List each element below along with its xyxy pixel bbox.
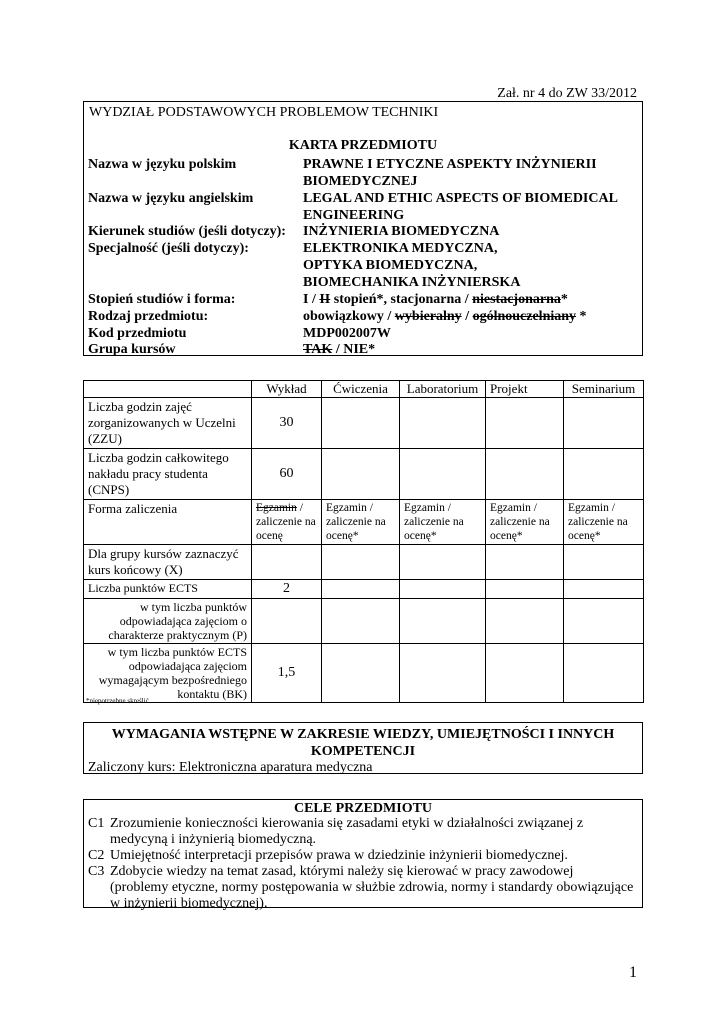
table-cell [486,398,564,449]
table-row-practical [84,599,644,644]
field-value [303,308,638,325]
row-label: Forma zaliczenia [84,500,252,545]
struck-option: wybieralny [394,309,462,324]
table-cell [400,449,486,500]
table-cell [400,644,486,703]
field-value: PRAWNE I ETYCZNE ASPEKTY INŻYNIERII BIOMEDYCZNEJ [303,157,597,189]
value-part: * [560,292,568,307]
goal-item [88,864,634,912]
struck-option: ogólnouczelniany [472,309,577,324]
goals-box [83,799,643,911]
form-laboratory: Egzamin / zaliczenie na ocenę* [400,500,486,545]
table-header-row [84,381,644,398]
struck-option: II [319,292,331,307]
row-label: Liczba godzin zajęć zorganizowanych w Uczelni (ZZU) [84,398,252,449]
table-cell [564,580,644,599]
ects-lecture-value: 2 [252,580,322,599]
table-row-cnps [84,449,644,500]
row-label: Liczba godzin całkowitego nakładu pracy studenta (CNPS) [84,449,252,500]
footnote: *niepotrzebne skreślić [86,697,149,705]
page-number: 1 [629,964,637,981]
goal-text: Umiejętność interpretacji przepisów prawa w dziedzinie inżynierii biomedycznej. [110,848,568,863]
column-header-seminar: Seminarium [564,381,644,398]
field-value: MDP002007W [303,326,391,341]
field-label: Nazwa w języku polskim [88,157,237,172]
field-value [303,291,638,308]
table-cell [564,398,644,449]
course-header-box [83,101,643,356]
row-label: Liczba punktów ECTS [84,580,252,599]
goal-text: Zrozumienie konieczności kierowania się zasadami etyki w działalności związanej z medycyną i inżynierią biomedyczną. [110,816,584,847]
column-header-laboratory: Laboratorium [400,381,486,398]
row-label: w tym liczba punktów ECTS odpowiadająca zajęciom wymagającym bezpośredniego kontaktu (BK) [84,644,252,703]
field-value: LEGAL AND ETHIC ASPECTS OF BIOMEDICAL ENGINEERING [303,191,618,223]
value-part: I / [303,292,320,307]
value-part: / zaliczenie na ocenę [256,502,316,542]
value-part: / [461,309,473,324]
requirements-box [83,722,643,774]
requirements-value: Zaliczony kurs: Elektroniczna aparatura medyczna [88,760,373,775]
table-row-ects [84,580,644,599]
requirements-title: WYMAGANIA WSTĘPNE W ZAKRESIE WIEDZY, UMIEJĘTNOŚCI I INNYCH KOMPETENCJI [111,727,615,759]
field-label: Specjalność (jeśli dotyczy): [88,241,249,256]
department-name: WYDZIAŁ PODSTAWOWYCH PROBLEMOW TECHNIKI [89,105,439,120]
zzu-lecture-value: 30 [252,398,322,449]
table-cell [564,545,644,580]
table-cell [400,599,486,644]
value-part: / NIE* [332,342,376,357]
table-cell [486,599,564,644]
form-project: Egzamin / zaliczenie na ocenę* [486,500,564,545]
field-label: Rodzaj przedmiotu: [88,309,209,324]
value-part: * [576,309,587,324]
attachment-note: Zał. nr 4 do ZW 33/2012 [497,86,637,101]
table-cell [322,449,400,500]
column-header-lecture: Wykład [252,381,322,398]
field-label: Kod przedmiotu [88,326,187,341]
table-cell [252,545,322,580]
field-label: Stopień studiów i forma: [88,292,236,307]
table-cell [252,599,322,644]
table-cell [486,644,564,703]
table-cell [564,599,644,644]
table-row-assessment-form [84,500,644,545]
table-cell [486,545,564,580]
table-cell [322,644,400,703]
goal-id: C3 [88,864,105,879]
specialty-line: BIOMECHANIKA INŻYNIERSKA [303,275,521,290]
specialty-line: ELEKTRONIKA MEDYCZNA, [303,241,498,256]
field-label: Grupa kursów [88,342,176,357]
form-exercises: Egzamin / zaliczenie na ocenę* [322,500,400,545]
table-cell [400,580,486,599]
goal-text: Zdobycie wiedzy na temat zasad, którymi należy się kierować w pracy zawodowej (problemy etyczne, normy postępowania w służbie zdrowia, normy i standardy obowiązujące w inżynierii biomedycznej). [110,864,634,911]
card-title: KARTA PRZEDMIOTU [288,138,438,153]
table-row-final-course [84,545,644,580]
table-cell [322,398,400,449]
hours-table [83,380,644,703]
cnps-lecture-value: 60 [252,449,322,500]
table-cell [400,545,486,580]
goal-id: C2 [88,848,105,863]
value-part: obowiązkowy / [303,309,395,324]
column-header-project: Projekt [486,381,564,398]
table-cell [486,449,564,500]
table-cell [322,545,400,580]
goal-item [88,816,634,848]
field-value: INŻYNIERIA BIOMEDYCZNA [303,224,500,239]
goal-id: C1 [88,816,105,831]
table-row-zzu [84,398,644,449]
form-seminar: Egzamin / zaliczenie na ocenę* [564,500,644,545]
value-part: stopień*, stacjonarna / [330,292,473,307]
bk-lecture-value: 1,5 [252,644,322,703]
table-cell [322,599,400,644]
table-cell [400,398,486,449]
struck-option: TAK [303,342,333,357]
table-row-bk [84,644,644,703]
goal-item [88,848,634,864]
table-cell [322,580,400,599]
struck-option: Egzamin [256,502,297,514]
table-cell [486,580,564,599]
column-header-exercises: Ćwiczenia [322,381,400,398]
row-label: Dla grupy kursów zaznaczyć kurs końcowy (X) [84,545,252,580]
table-cell [564,644,644,703]
form-lecture [252,500,322,545]
column-header [84,381,252,398]
field-label: Nazwa w języku angielskim [88,191,254,206]
row-label: w tym liczba punktów odpowiadająca zajęciom o charakterze praktycznym (P) [84,599,252,644]
goals-title: CELE PRZEDMIOTU [293,801,433,816]
field-value [303,341,638,358]
specialty-line: OPTYKA BIOMEDYCZNA, [303,258,478,273]
field-value [303,240,638,291]
field-label: Kierunek studiów (jeśli dotyczy): [88,224,286,239]
struck-option: niestacjonarna [472,292,561,307]
table-cell [564,449,644,500]
